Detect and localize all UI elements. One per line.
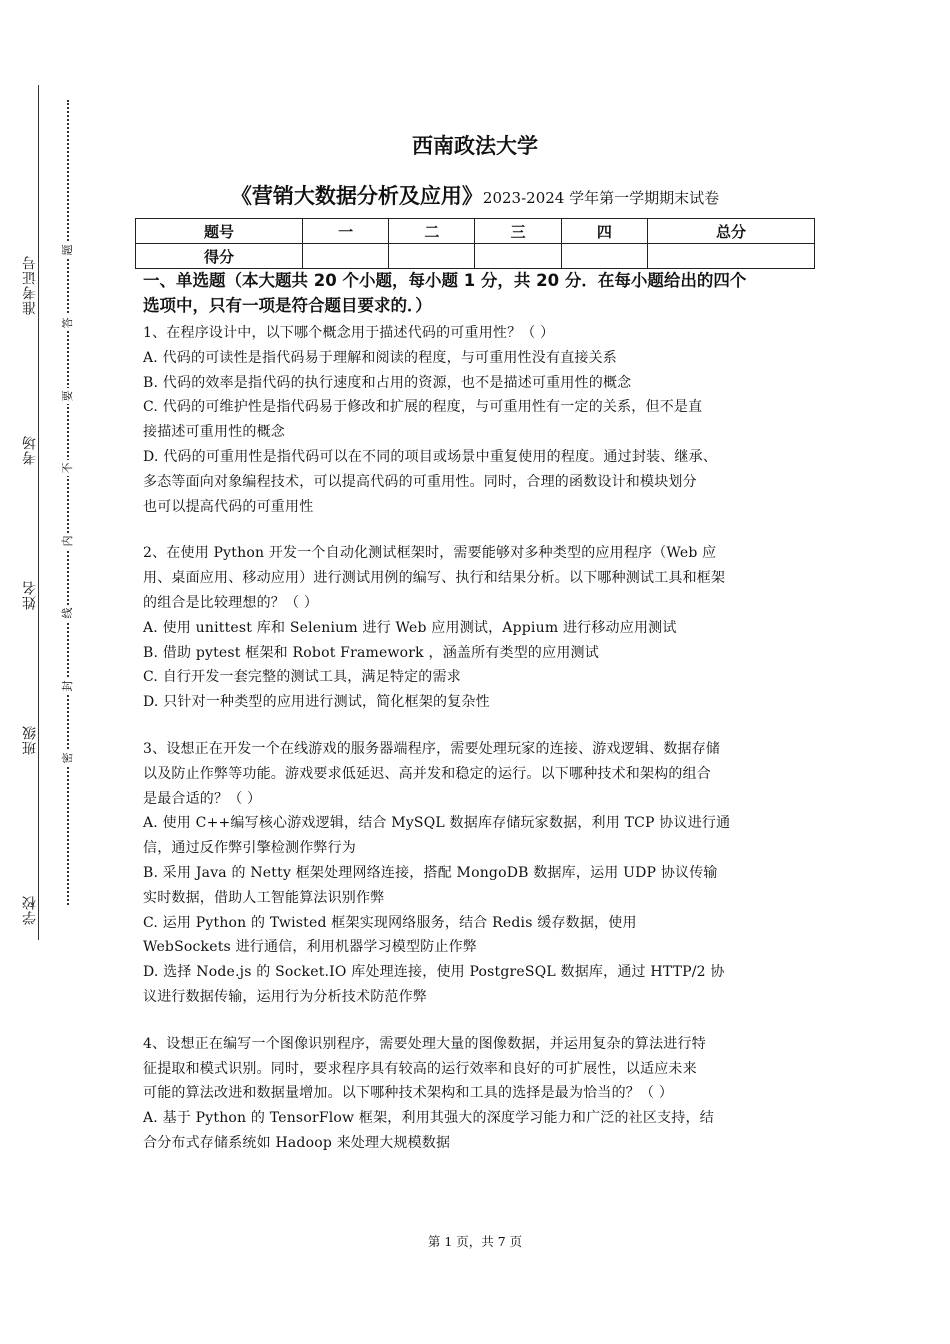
option-line: D. 代码的可重用性是指代码可以在不同的项目或场景中重复使用的程度。通过封装、继承、 <box>143 448 718 465</box>
score-cell <box>389 244 475 269</box>
option-line: A. 使用 C++编写核心游戏逻辑，结合 MySQL 数据库存储玩家数据，利用 TCP 协议进行通 <box>143 815 731 832</box>
question-1 <box>143 321 811 519</box>
university-title: 西南政法大学 <box>412 134 538 158</box>
exam-title <box>0 180 950 210</box>
section-heading-line: 选项中，只有一项是符合题目要求的．） <box>143 296 432 315</box>
option-line: D. 只针对一种类型的应用进行测试，简化框架的复杂性 <box>143 694 490 711</box>
option-line: 信，通过反作弊引擎检测作弊行为 <box>143 840 356 857</box>
score-row-label: 得分 <box>136 244 303 269</box>
score-cell <box>303 244 389 269</box>
binding-field-exam-room: 考场 <box>22 435 38 465</box>
question-line: 用、桌面应用、移动应用）进行测试用例的编写、执行和结果分析。以下哪种测试工具和框架 <box>143 570 726 587</box>
section-heading <box>143 268 811 318</box>
seal-char: 答 <box>60 315 76 331</box>
question-line: 4、设想正在编写一个图像识别程序，需要处理大量的图像数据，并运用复杂的算法进行特 <box>143 1035 706 1052</box>
option-line: C. 自行开发一套完整的测试工具，满足特定的需求 <box>143 669 461 686</box>
option-line: D. 选择 Node.js 的 Socket.IO 库处理连接，使用 PostgreSQL 数据库，通过 HTTP/2 协 <box>143 964 725 981</box>
option-line: B. 借助 pytest 框架和 Robot Framework ，涵盖所有类型的应用测试 <box>143 644 599 661</box>
question-line: 的组合是比较理想的？（ ） <box>143 594 319 611</box>
question-3 <box>143 737 811 1010</box>
question-4 <box>143 1032 811 1156</box>
option-line: B. 采用 Java 的 Netty 框架处理网络连接，搭配 MongoDB 数据库，运用 UDP 协议传输 <box>143 864 718 881</box>
seal-dotted-line <box>67 100 69 905</box>
score-table-header-row <box>136 219 815 244</box>
option-line: C. 运用 Python 的 Twisted 框架实现网络服务，结合 Redis 缓存数据，使用 <box>143 914 637 931</box>
binding-field-name: 姓名 <box>22 580 38 610</box>
score-table-header: 总分 <box>647 219 814 244</box>
option-line: 多态等面向对象编程技术，可以提高代码的可重用性。同时，合理的函数设计和模块划分 <box>143 473 697 490</box>
seal-char: 密 <box>60 750 76 766</box>
score-cell <box>561 244 647 269</box>
score-cell <box>647 244 814 269</box>
option-line: 合分布式存储系统如 Hadoop 来处理大规模数据 <box>143 1134 451 1151</box>
question-line: 征提取和模式识别。同时，要求程序具有较高的运行效率和良好的可扩展性，以适应未来 <box>143 1060 697 1077</box>
course-name: 《营销大数据分析及应用》 <box>230 184 483 208</box>
option-line: 也可以提高代码的可重用性 <box>143 498 314 515</box>
question-line: 3、设想正在开发一个在线游戏的服务器端程序，需要处理玩家的连接、游戏逻辑、数据存储 <box>143 740 721 757</box>
question-line: 1、在程序设计中，以下哪个概念用于描述代码的可重用性？（ ） <box>143 325 555 341</box>
binding-field-class: 班级 <box>22 725 38 755</box>
option-line: 议进行数据传输，运用行为分析技术防范作弊 <box>143 988 427 1005</box>
seal-char: 封 <box>60 678 76 694</box>
binding-field-school: 学校 <box>22 895 38 925</box>
option-line: 接描述可重用性的概念 <box>143 424 285 441</box>
score-cell <box>475 244 561 269</box>
binding-line <box>38 85 39 940</box>
seal-char: 要 <box>60 388 76 404</box>
section-heading-line: 一、单选题（本大题共 20 个小题，每小题 1 分，共 20 分．在每小题给出的四个 <box>143 271 747 290</box>
score-table-header: 三 <box>475 219 561 244</box>
option-line: 实时数据，借助人工智能算法识别作弊 <box>143 889 385 906</box>
question-line: 2、在使用 Python 开发一个自动化测试框架时，需要能够对多种类型的应用程序（Web 应 <box>143 545 717 562</box>
seal-char: 不 <box>60 460 76 476</box>
question-content <box>143 268 811 1178</box>
score-table-header: 二 <box>389 219 475 244</box>
question-line: 可能的算法改进和数据量增加。以下哪种技术架构和工具的选择是最为恰当的？（ ） <box>143 1085 674 1102</box>
score-table-header: 一 <box>303 219 389 244</box>
page-footer: 第 1 页，共 7 页 <box>427 1234 523 1249</box>
exam-term: 2023-2024 学年第一学期期末试卷 <box>482 189 720 207</box>
option-line: A. 代码的可读性是指代码易于理解和阅读的程度，与可重用性没有直接关系 <box>143 349 618 366</box>
option-line: A. 使用 unittest 库和 Selenium 进行 Web 应用测试，Appium 进行移动应用测试 <box>143 619 677 636</box>
option-line: WebSockets 进行通信，利用机器学习模型防止作弊 <box>143 939 477 956</box>
score-table-header: 四 <box>561 219 647 244</box>
score-table-header: 题号 <box>136 219 303 244</box>
question-line: 是最合适的？（ ） <box>143 790 262 807</box>
binding-field-exam-number: 准考证号 <box>22 255 38 315</box>
seal-char: 线 <box>60 605 76 621</box>
question-line: 以及防止作弊等功能。游戏要求低延迟、高并发和稳定的运行。以下哪种技术和架构的组合 <box>143 765 711 782</box>
score-table <box>135 218 815 269</box>
option-line: B. 代码的效率是指代码的执行速度和占用的资源，也不是描述可重用性的概念 <box>143 374 632 391</box>
seal-char: 题 <box>60 242 76 258</box>
seal-char: 内 <box>60 533 76 549</box>
score-table-score-row <box>136 244 815 269</box>
option-line: C. 代码的可维护性是指代码易于修改和扩展的程度，与可重用性有一定的关系，但不是直 <box>143 399 703 416</box>
option-line: A. 基于 Python 的 TensorFlow 框架，利用其强大的深度学习能力和广泛的社区支持，结 <box>143 1110 714 1127</box>
question-2 <box>143 541 811 715</box>
